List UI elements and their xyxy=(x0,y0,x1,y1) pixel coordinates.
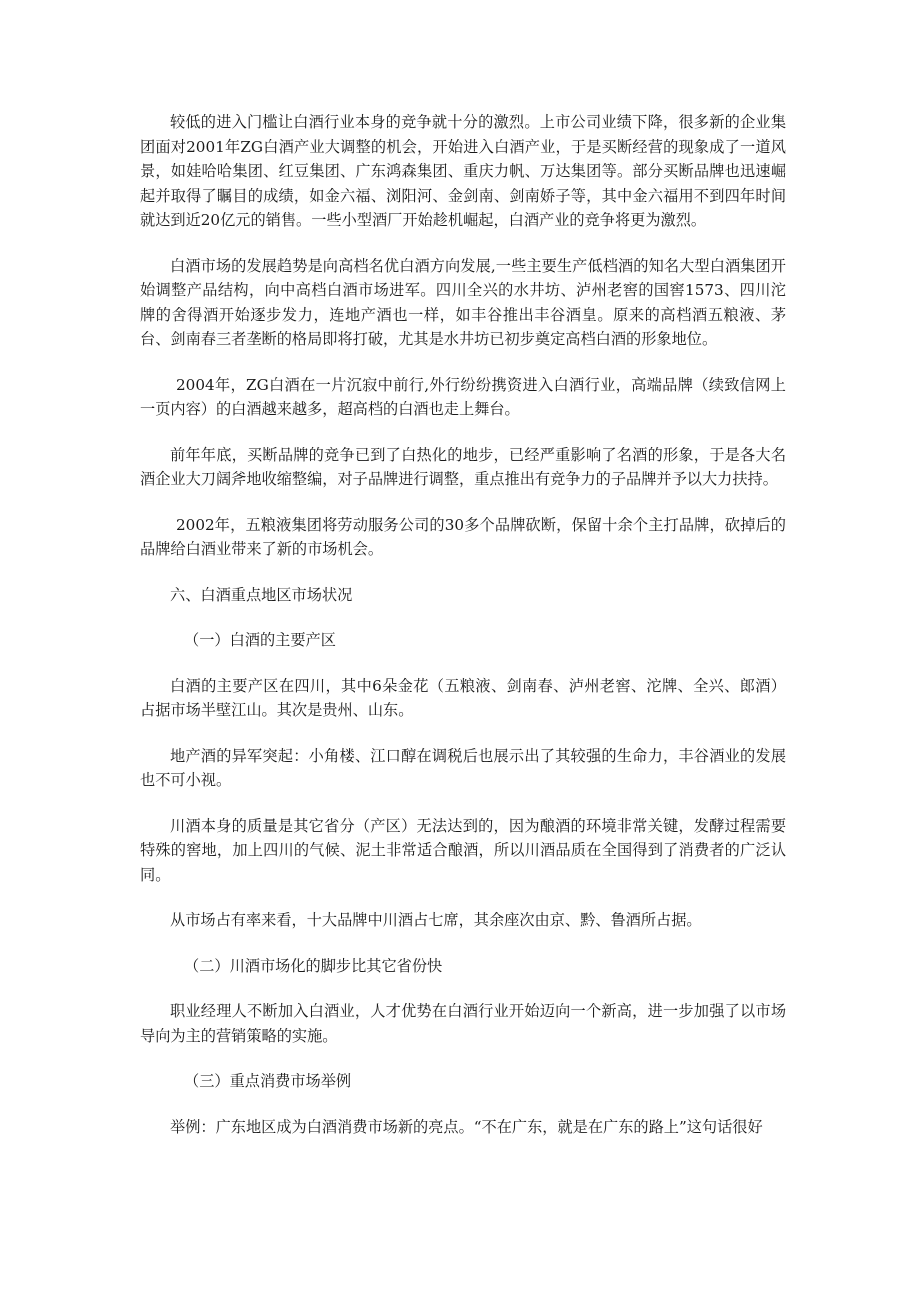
subheading-marketization: （二）川酒市场化的脚步比其它省份快 xyxy=(184,956,443,975)
paragraph-2002-wuliangye: 2002年，五粮液集团将劳动服务公司的30多个品牌砍断，保留十余个主打品牌，砍掉后的品牌给白酒业带来了新的市场机会。 xyxy=(140,515,786,558)
paragraph-market-trend: 白酒市场的发展趋势是向高档名优白酒方向发展,一些主要生产低档酒的知名大型白酒集团开始调整产品结构，向中高档白酒市场进军。四川全兴的水井坊、泸州老窖的国窖1573、四川沱牌的舍得酒开始逐步发力，连地产酒也一样，如丰谷推出丰谷酒皇。原来的高档酒五粮液、茅台、剑南春三者垄断的格局即将打破，尤其是水井坊已初步奠定高档白酒的形象地位。 xyxy=(140,256,786,348)
section-heading-regional-markets: 六、白酒重点地区市场状况 xyxy=(170,585,353,604)
paragraph-2004: 2004年，ZG白酒在一片沉寂中前行,外行纷纷携资进入白酒行业，高端品牌（续致信网上一页内容）的白酒越来越多，超高档的白酒也走上舞台。 xyxy=(140,375,786,418)
document-body xyxy=(140,110,786,1139)
subheading-main-regions: （一）白酒的主要产区 xyxy=(184,631,336,649)
subheading-key-markets: （三）重点消费市场举例 xyxy=(184,1072,352,1090)
paragraph-sichuan-regions: 白酒的主要产区在四川，其中6朵金花（五粮液、剑南春、泸州老窖、沱牌、全兴、郎酒）占据市场半壁江山。其次是贵州、山东。 xyxy=(140,676,786,719)
paragraph-sichuan-quality: 川酒本身的质量是其它省分（产区）无法达到的，因为酿酒的环境非常关键，发酵过程需要特殊的窖地，加上四川的气候、泥土非常适合酿酒，所以川酒品质在全国得到了消费者的广泛认同。 xyxy=(140,816,786,884)
paragraph-intro-competition: 较低的进入门槛让白酒行业本身的竞争就十分的激烈。上市公司业绩下降，很多新的企业集团面对2001年ZG白酒产业大调整的机会，开始进入白酒产业，于是买断经营的现象成了一道风景，如娃哈哈集团、红豆集团、广东鸿森集团、重庆力帆、万达集团等。部分买断品牌也迅速崛起并取得了瞩目的成绩，如金六福、浏阳河、金剑南、剑南娇子等，其中金六福用不到四年时间就达到近20亿元的销售。一些小型酒厂开始趁机崛起，白酒产业的竞争将更为激烈。 xyxy=(140,113,786,229)
paragraph-market-share: 从市场占有率来看，十大品牌中川酒占七席，其余座次由京、黔、鲁酒所占据。 xyxy=(170,911,702,929)
paragraph-local-liquor: 地产酒的异军突起：小角楼、江口醇在调税后也展示出了其较强的生命力，丰谷酒业的发展也不可小视。 xyxy=(140,746,786,789)
paragraph-guangdong-example: 举例：广东地区成为白酒消费市场新的亮点。“不在广东，就是在广东的路上”这句话很好 xyxy=(170,1117,763,1136)
paragraph-managers: 职业经理人不断加入白酒业，人才优势在白酒行业开始迈向一个新高，进一步加强了以市场导向为主的营销策略的实施。 xyxy=(140,1002,786,1045)
paragraph-buyout-brands: 前年年底，买断品牌的竞争已到了白热化的地步，已经严重影响了名酒的形象，于是各大名酒企业大刀阔斧地收缩整编，对子品牌进行调整，重点推出有竞争力的子品牌并予以大力扶持。 xyxy=(140,445,786,488)
